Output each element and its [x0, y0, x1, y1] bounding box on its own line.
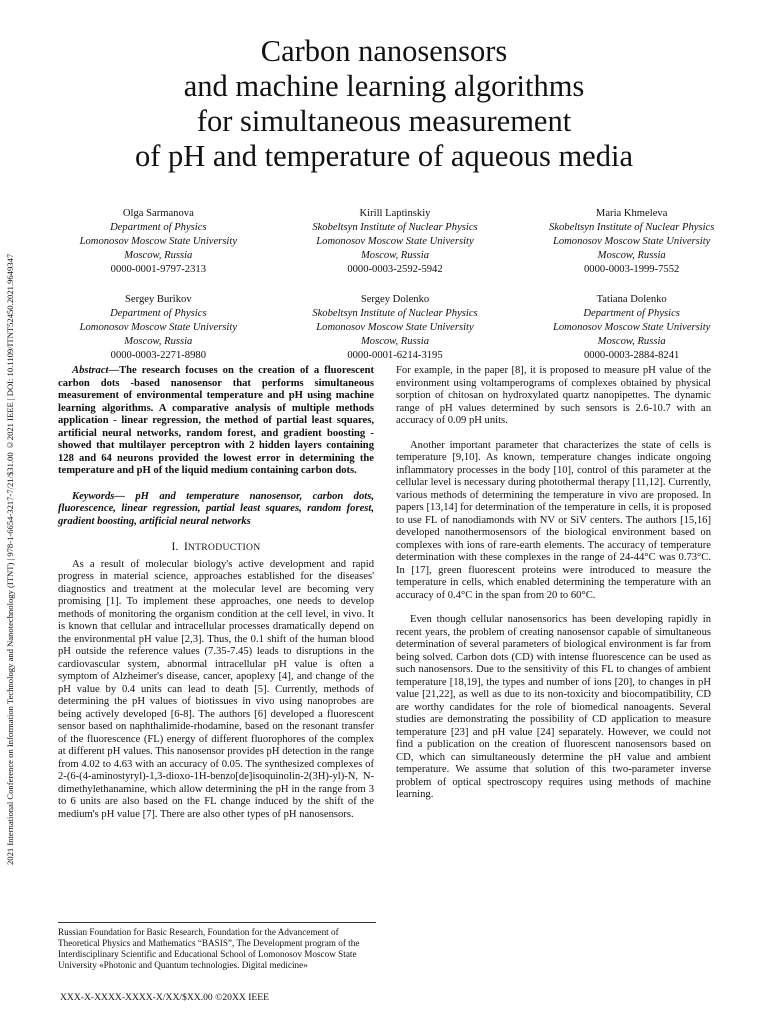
title-line: and machine learning algorithms — [183, 69, 585, 103]
author-location: Moscow, Russia — [124, 250, 193, 261]
author-card — [513, 293, 750, 363]
section-initial: I — [184, 540, 188, 553]
author-name: Tatiana Dolenko — [596, 294, 667, 305]
author-card — [277, 207, 514, 277]
author-card — [513, 207, 750, 277]
author-department: Skobeltsyn Institute of Nuclear Physics — [312, 222, 478, 233]
author-orcid: 0000-0003-2592-5942 — [347, 264, 443, 275]
author-orcid: 0000-0001-9797-2313 — [110, 264, 206, 275]
section-title-rest: NTRODUCTION — [187, 542, 261, 553]
body-paragraph: Even though cellular nanosensorics has been developing rapidly in recent years, the problem of creating nanosensor capable of simultaneous determination of several parameters of biological environment is far from being solved. Carbon dots (CD) with intense fluorescence can be used as such nanosensors. Due to the sensitivity of this FL to changes of ambient temperature [18,19], the types and number of ions [20], to changes in pH value [21,22], as well as due to its non-toxicity and biocompatibility, CD are worthy candidates for the role of biomedical nanoagents. Several studies are demonstrating the possibility of CD application to measure temperature [23] and pH value [24] separately. However, we could not find a publication on the creation of fluorescent nanosensors based on CD, which can simultaneously determine the pH value and ambient temperature. We assume that solution of this two-parameter inverse problem of optical spectroscopy requires using methods of machine learning. — [396, 614, 711, 800]
author-department: Department of Physics — [110, 222, 207, 233]
author-card — [277, 293, 514, 363]
author-organization: Lomonosov Moscow State University — [79, 322, 238, 333]
author-organization: Lomonosov Moscow State University — [552, 236, 711, 247]
paper-title — [60, 34, 708, 174]
body-paragraph: As a result of molecular biology's active development and rapid progress in material science, approaches established for the diseases' diagnostics and treatment at the molecular level are becoming very promising [1]. To implement these approaches, one needs to develop methods of monitoring the organism condition at the cell level, in vivo. It is known that cellular and intracellular processes dramatically depend on the environmental pH value [2,3]. Thus, the 0.1 shift of the human blood pH outside the reference values (7.35-7.45) leads to disruptions in the cardiovascular system, abnormal intracellular pH value is often a symptom of Alzheimer's disease, cancer, apoplexy [4], and change of the pH value by 0.4 units can lead to death [5]. Currently, methods of determining the pH values of biotissues in vivo using nanoprobes are being actively developed [6-8]. The authors [6] developed a fluorescent sensor based on naphthalimide-rhodamine, based on the resonant transfer of the fluorescence (FL) energy of different fluorophores of the complex at different pH values. This nanosensor provides pH detection in the range from 4.02 to 4.63 with an accuracy of 0.05. The synthesized complexes of 2-(6-(4-aminostyryl)-1,3-dioxo-1H-benzo[de]isoquinolin-2(3H)-yl)-N, N-dimethylethanamine, which allow determining the pH in the range from 3 to 6 units are also based on the FL change induced by the shift of the medium's pH value [7]. There are also other types of pH nanosensors. — [58, 558, 374, 820]
left-column — [58, 365, 374, 821]
author-name: Olga Sarmanova — [122, 208, 194, 219]
author-department: Skobeltsyn Institute of Nuclear Physics — [312, 308, 478, 319]
section-number: I. — [171, 540, 179, 553]
section-heading-introduction — [58, 541, 374, 555]
author-organization: Lomonosov Moscow State University — [552, 322, 711, 333]
author-department: Skobeltsyn Institute of Nuclear Physics — [548, 222, 715, 233]
conference-doi-sidebar: 2021 International Conference on Information Technology and Nanotechnology (ITNT) | 978-1-6654-3217-7/21/$31.00 ©2021 IEEE | DOI: 10.1109/ITNT52450.2021.9649347 — [5, 253, 15, 865]
author-block — [40, 207, 750, 363]
author-location: Moscow, Russia — [597, 336, 666, 347]
author-card — [40, 293, 277, 363]
body-paragraph: Another important parameter that characterizes the state of cells is temperature [9,10]. As known, temperature changes indicate ongoing inflammatory processes in the body [10], control of this parameter at the cellular level is necessary during photothermal therapy [11,12]. Currently, various methods of determining the temperature in vivo are proposed. In papers [13,14] for determination of the temperature in cells, it is proposed to use FL of nanodiamonds with NV or SiV centers. The authors [15,16] developed nanothermosensors of the biological environment based on complexes with ions of rare-earth elements. The accuracy of temperature determination with these complexes in the range of 24-44°C was 0.73°C. In [17], green fluorescent proteins were introduced to measure the temperature in cells, which enabled determining the temperature with an accuracy of 0.4°C in the span from 20 to 60°C. — [396, 439, 711, 601]
author-organization: Lomonosov Moscow State University — [316, 322, 474, 333]
author-orcid: 0000-0003-1999-7552 — [583, 264, 680, 275]
copyright-code: XXX-X-XXXX-XXXX-X/XX/$XX.00 ©20XX IEEE — [60, 992, 269, 1003]
author-orcid: 0000-0003-2271-8980 — [110, 350, 206, 361]
author-location: Moscow, Russia — [597, 250, 666, 261]
right-column — [396, 365, 711, 802]
abstract — [58, 365, 374, 478]
author-location: Moscow, Russia — [124, 336, 193, 347]
author-organization: Lomonosov Moscow State University — [79, 236, 238, 247]
author-department: Department of Physics — [583, 308, 680, 319]
funding-footnote: Russian Foundation for Basic Research, Foundation for the Advancement of Theoretical Physics and Mathematics “BASIS”, The Development program of the Interdisciplinary Scientific and Educational School of Lomonosov Moscow State University «Photonic and Quantum technologies. Digital medicine» — [58, 922, 376, 971]
author-organization: Lomonosov Moscow State University — [316, 236, 474, 247]
author-card — [40, 207, 277, 277]
author-name: Maria Khmeleva — [595, 208, 668, 219]
abstract-label: Abstract— — [72, 365, 120, 376]
author-name: Sergey Burikov — [125, 294, 192, 305]
author-location: Moscow, Russia — [360, 336, 430, 347]
author-location: Moscow, Russia — [360, 250, 430, 261]
author-department: Department of Physics — [110, 308, 207, 319]
keywords — [58, 491, 374, 529]
keywords-text: pH and temperature nanosensor, carbon dots, fluorescence, linear regression, partial least squares, random forest, gradient boosting, artificial neural networks — [58, 490, 374, 527]
title-line: Carbon nanosensors — [260, 34, 508, 68]
author-name: Sergey Dolenko — [360, 294, 430, 305]
author-orcid: 0000-0003-2884-8241 — [583, 350, 680, 361]
abstract-text: The research focuses on the creation of a fluorescent carbon dots -based nanosensor that performs simultaneous measurement of environmental temperature and pH using machine learning algorithms. A comparative analysis of multiple methods application - linear regression, the method of partial least squares, artificial neural networks, random forest, and gradient boosting - showed that multilayer perceptron with 2 hidden layers containing 128 and 64 neurons provided the lowest error in determining the temperature and pH of the liquid medium containing carbon dots. — [58, 365, 374, 476]
author-orcid: 0000-0001-6214-3195 — [347, 350, 443, 361]
author-name: Kirill Laptinskiy — [359, 208, 431, 219]
title-line: for simultaneous measurement — [196, 104, 572, 138]
body-paragraph: For example, in the paper [8], it is proposed to measure pH value of the environment using voltamperograms of complexes obtained by physical sorption of chitosan on hydroxylated quartz nanopipettes. The dynamic range of pH values determined by such sensors is 2.6-10.7 with an accuracy of 0.09 pH units. — [396, 365, 711, 426]
title-line: of pH and temperature of aqueous media — [135, 139, 633, 173]
keywords-label: Keywords— — [72, 490, 125, 502]
